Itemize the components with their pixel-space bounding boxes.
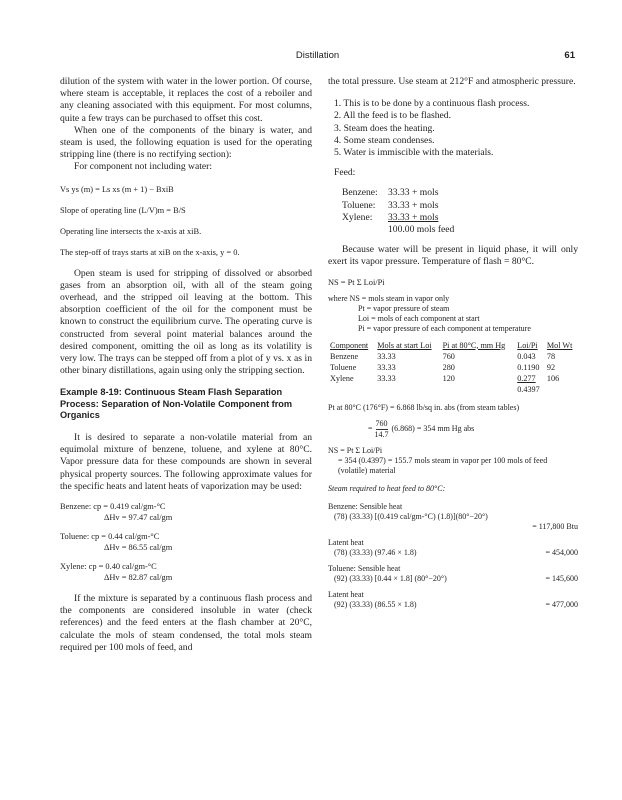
feed-value: 33.33 + mols [388,199,439,211]
calc-label: Latent heat [328,537,364,547]
toluene-hv: ΔHv = 86.55 cal/gm [104,542,173,552]
table-header: Loi/Pi [517,340,538,350]
pt-calc: = $\frac{760}{14.7}$ (6.868) = 354 mm Hg abs [368,418,475,439]
right-para-1: the total pressure. Use steam at 212°F and atmospheric pressure. [328,76,576,87]
equation-step-off: The step-off of trays starts at xiB on the x-axis, y = 0. [60,247,240,257]
table-cell: 760 [442,351,455,361]
table-total-row [328,384,578,395]
page-header [60,50,575,64]
list-item: 5. Water is immiscible with the materials. [334,147,494,159]
pt-line: Pt at 80°C (176°F) = 6.868 lb/sq in. abs (from steam tables) [328,402,520,412]
table-cell: 33.33 [377,351,396,361]
page-number: 61 [564,50,575,61]
table-cell: 0.043 [517,351,536,361]
feed-label: Feed: [334,167,356,179]
table-cell: 0.1190 [517,362,540,372]
table-cell: Xylene [330,373,354,383]
pt-calc-result: (6.868) = 354 mm Hg abs [391,424,475,434]
right-para-2: Because water will be present in liquid phase, it will only exert its vapor pressure. Temperature of flash = 80°C. [328,244,578,268]
left-para-3: For component not including water: [74,161,213,173]
table-row [328,362,578,373]
left-column [60,76,312,654]
assumption-list [328,98,578,159]
calc-expr: (92) (33.33) (86.55 × 1.8) [334,599,417,609]
example-title: Example 8-19: Continuous Steam Flash Separation Process: Separation of Non-Volatile Component from Organics [60,387,293,421]
calc-label: Toluene: Sensible heat [328,563,401,573]
table-cell: 92 [546,362,556,372]
steam-heading: Steam required to heat feed to 80°C: [328,483,446,493]
pt-calc-denominator: 14.7 [374,429,389,439]
table-cell: 0.277 [517,373,536,383]
heat-calcs [328,502,578,610]
ns-equation-2: NS = Pt Σ Loi/Pi [328,445,383,455]
benzene-hv: ΔHv = 97.47 cal/gm [104,512,173,522]
feed-list [328,187,578,236]
left-para-2: When one of the components of the binary is water, and steam is used, the following equation is used for the operating stripping line (there is no rectifying section): [60,124,312,161]
list-item: 1. This is to be done by a continuous flash process. [334,98,530,110]
table-cell: 33.33 [377,362,396,372]
feed-value: 33.33 + mols [388,211,439,223]
left-para-5: It is desired to separate a non-volatile material from an equimolal mixture of benzene, toluene, and xylene at 80°C. Vapor pressure data for these compounds are shown in several physical property sources. The following approximate values for the specific heats and latent heats of vaporization may be used: [60,431,312,492]
equation-ns: NS = Pt Σ Loi/Pi [328,277,385,287]
table-cell: Toluene [330,362,357,372]
calc-result: = 145,600 [545,573,578,583]
where-line: Pi = vapor pressure of each component at temperature [358,323,531,333]
feed-value: 33.33 + mols [388,187,439,199]
table-cell: 106 [546,373,560,383]
vapor-pressure-table [328,340,578,395]
table-cell: 33.33 [377,373,396,383]
xylene-cp: Xylene: cp = 0.40 cal/gm-°C [60,561,157,571]
calc-label: Latent heat [328,589,364,599]
where-line: where NS = mols steam in vapor only [328,293,450,303]
benzene-cp: Benzene: cp = 0.419 cal/gm-°C [60,501,166,511]
left-para-6: If the mixture is separated by a continuous flash process and the components are considered insoluble in water (check references) and the feed enters at the flash chamber at 20°C, calculate the mols of steam condensed, the total mols steam required per 100 mols of feed, and [60,592,312,653]
table-header: Component [330,340,369,350]
table-cell: 280 [442,362,455,372]
left-para-1: dilution of the system with water in the lower portion. Of course, where steam is acceptable, it replaces the cost of a reboiler and any cleaning associated with this equipment. For most columns, quite a few trays can be purchased to offset this cost. [60,76,312,124]
where-line: Loi = mols of each component at start [358,313,480,323]
pt-calc-numerator: 760 [375,418,388,428]
where-line: Pt = vapor pressure of steam [358,303,450,313]
table-header-row [328,340,578,351]
list-item: 2. All the feed is to be flashed. [334,110,451,122]
calc-expr: (78) (33.33) (97.46 × 1.8) [334,547,417,557]
calc-expr: (92) (33.33) [0.44 × 1.8] (80°−20°) [334,573,447,583]
table-header: Mols at start Loi [377,340,432,350]
equation-operating-line: Vs ys (m) = Ls xs (m + 1) − BxiB [60,184,174,194]
equation-slope: Slope of operating line (L/V)m = B/S [60,205,186,215]
feed-name: Xylene: [342,211,373,223]
calc-result: = 454,000 [545,547,578,557]
where-block [328,294,578,334]
xylene-hv: ΔHv = 82.87 cal/gm [104,572,173,582]
running-title: Distillation [295,50,340,61]
calc-result: = 477,000 [545,599,578,609]
equation-intersect: Operating line intersects the x-axis at xiB. [60,226,202,236]
feed-total: 100.00 mols feed [388,224,455,236]
calc-result: = 117,800 Btu [532,521,578,531]
left-para-4: Open steam is used for stripping of dissolved or absorbed gases from an absorption oil, with all of the steam going overhead, and the stripped oil leaving at the bottom. This absorption coefficient of the oil for the component must be known to construct the equilibrium curve. The operating curve is constructed from several point material balances around the desired component, omitting the oil as long as its volatility is very low. The trays can be stepped off from a plot of y vs. x as in other binary distillations, again using only the stripping section. [60,267,312,377]
toluene-cp: Toluene: cp = 0.44 cal/gm-°C [60,531,160,541]
table-cell: 78 [546,351,556,361]
table-cell: 120 [442,373,455,383]
list-item: 4. Some steam condenses. [334,134,435,146]
table-header: Pi at 80°C, mm Hg [442,340,506,350]
ns-equation-3: = 354 (0.4397) = 155.7 mols steam in vapor per 100 mols of feed (volatile) material [338,455,548,475]
table-cell: Benzene [330,351,359,361]
feed-name: Toluene: [342,199,376,211]
table-row [328,351,578,362]
calc-expr: (78) (33.33) [(0.419 cal/gm-°C) (1.8)](80°−20°) [334,511,488,521]
right-column [328,76,578,610]
table-total: 0.4397 [517,384,540,394]
table-row [328,373,578,384]
calc-label: Benzene: Sensible heat [328,501,403,511]
feed-name: Benzene: [342,187,378,199]
list-item: 3. Steam does the heating. [334,122,435,134]
table-header: Mol Wt [546,340,573,350]
